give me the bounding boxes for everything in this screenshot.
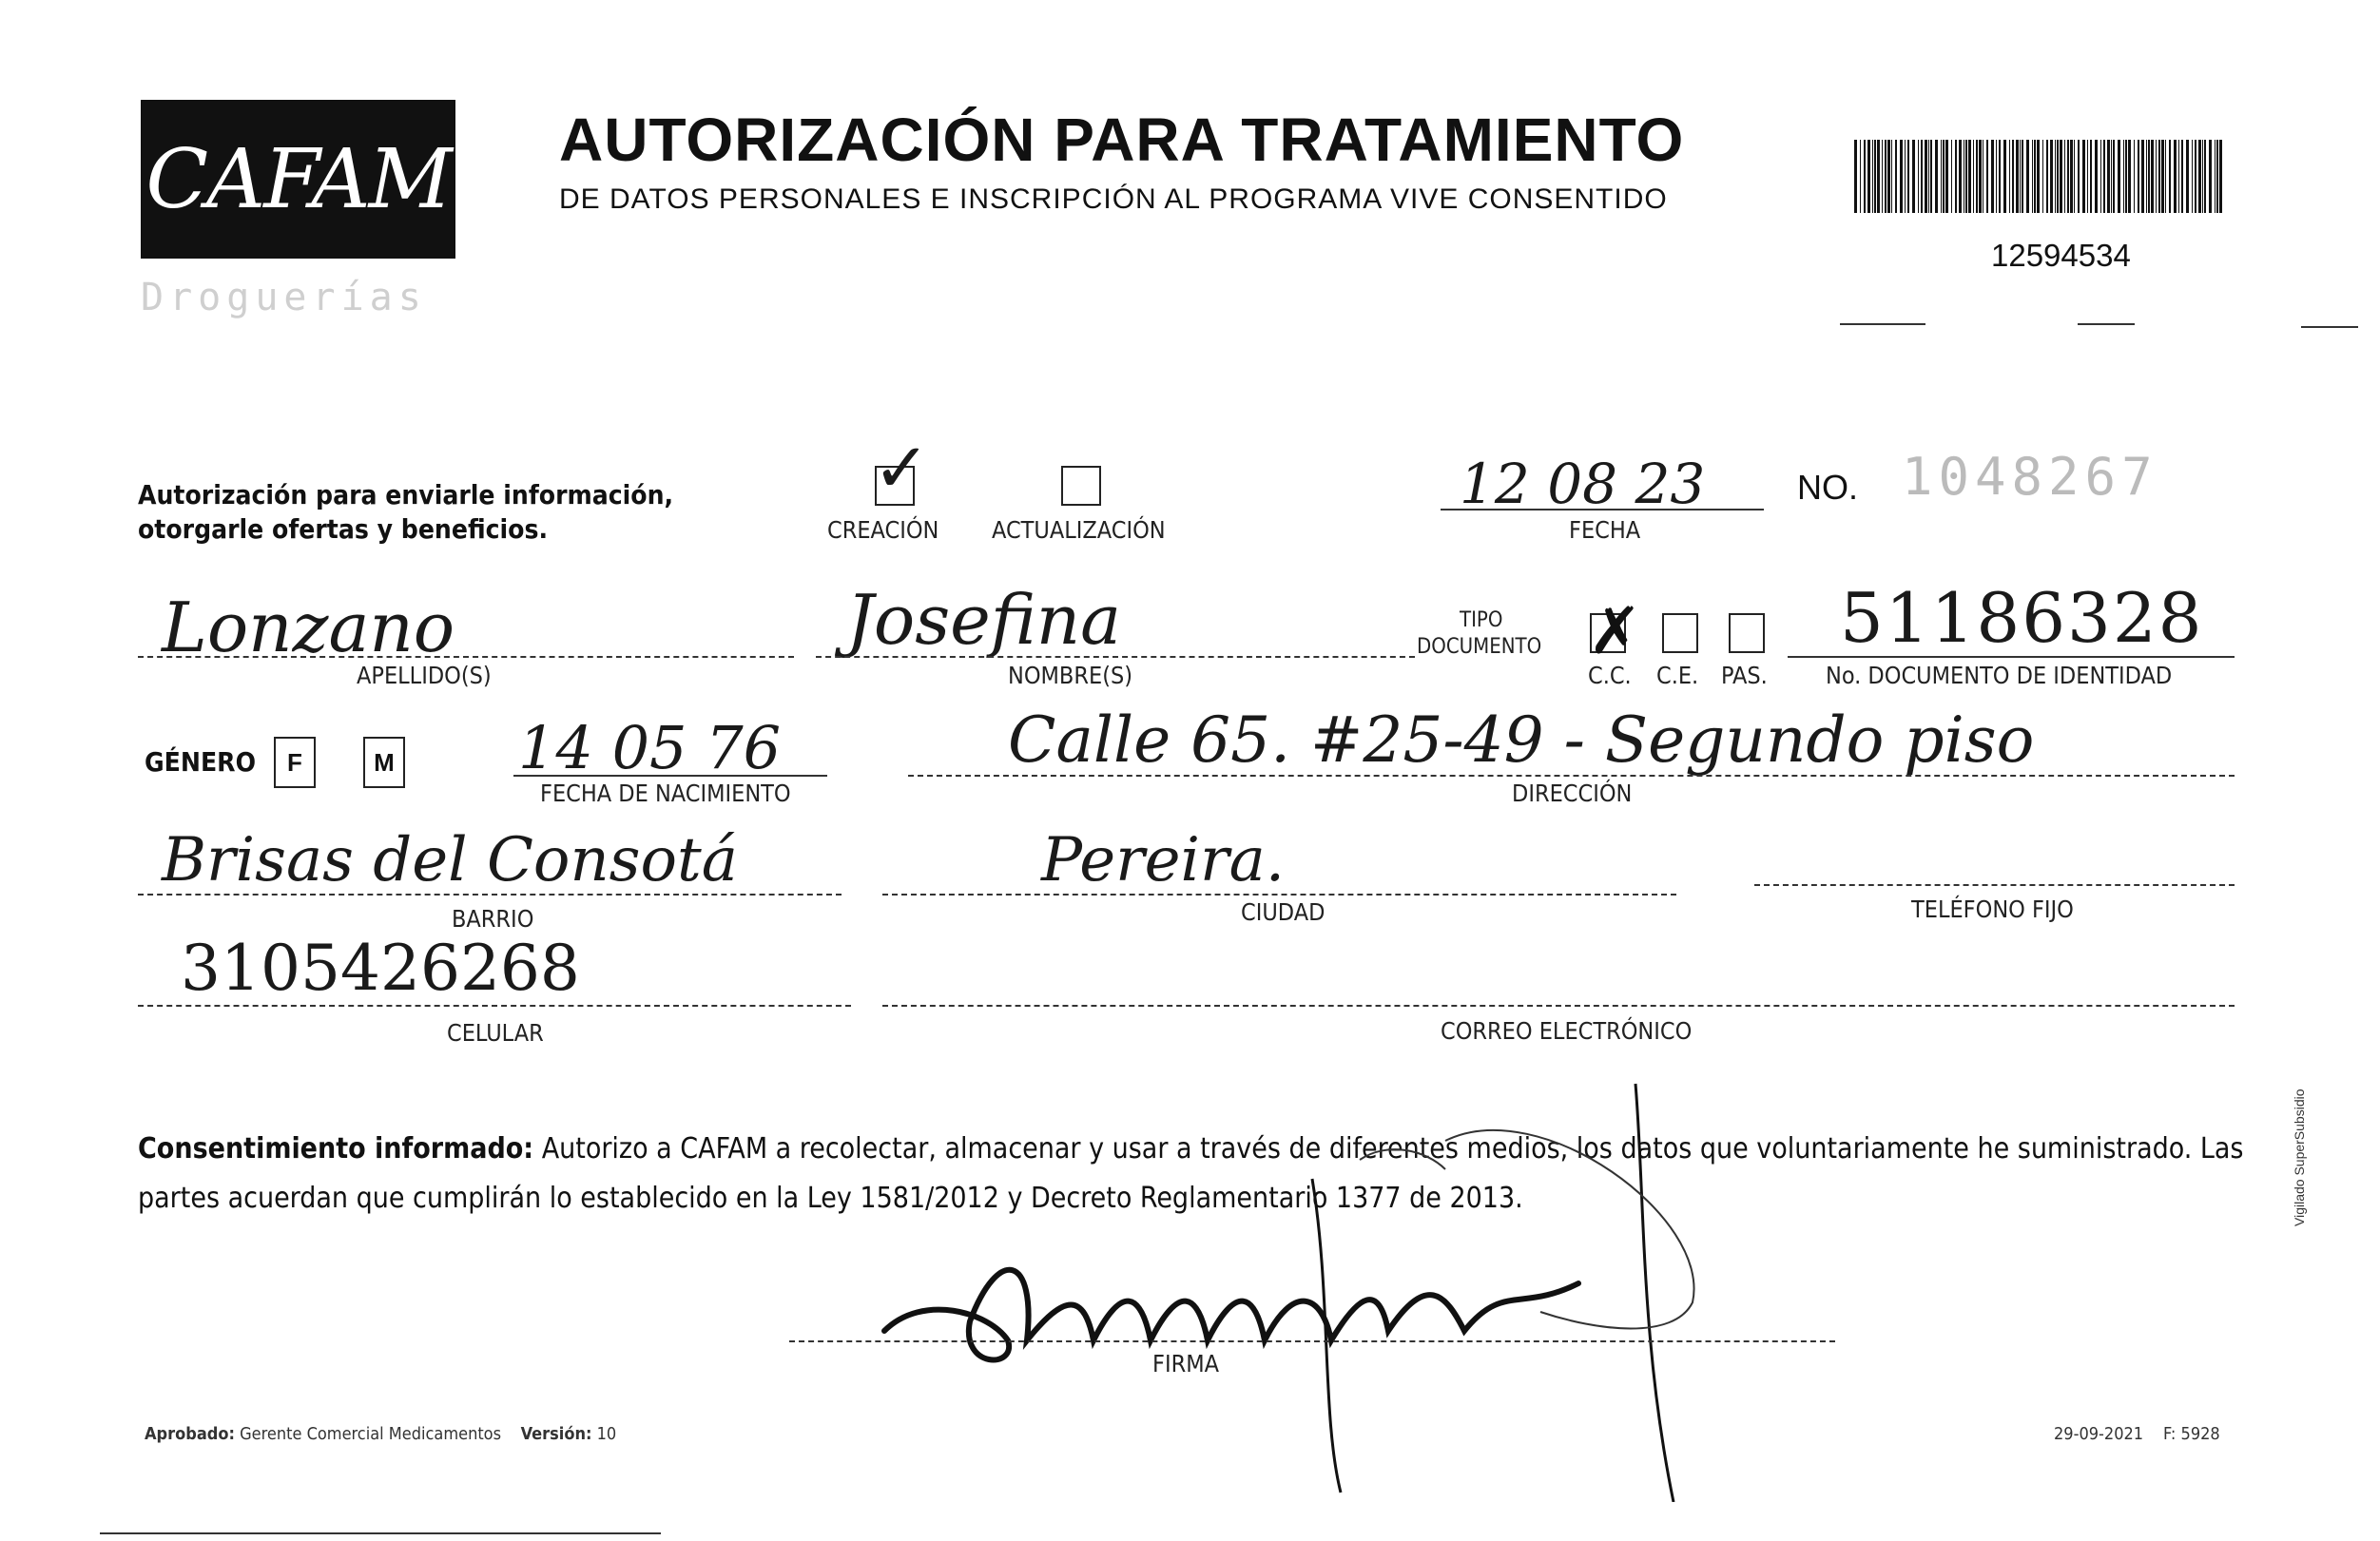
barcode-bar: [2078, 140, 2080, 213]
barcode-bar: [2037, 140, 2040, 213]
fecha-value[interactable]: 12 08 23: [1460, 452, 1706, 516]
barcode-bar: [1979, 140, 1982, 213]
tipo-doc-label-1: TIPO: [1460, 608, 1503, 632]
correo-label: CORREO ELECTRÓNICO: [1441, 1017, 1693, 1045]
barcode-bar: [2202, 140, 2203, 213]
barcode-bar: [1874, 140, 1876, 213]
consent-heading: Consentimiento informado:: [138, 1132, 534, 1165]
barcode-bar: [2181, 140, 2183, 213]
barcode-bar: [1860, 140, 1861, 213]
celular-label: CELULAR: [447, 1019, 544, 1047]
barcode-bar: [1900, 140, 1903, 213]
barcode-bar: [1999, 140, 2001, 213]
barcode-bar: [2070, 140, 2073, 213]
barcode-bar: [2107, 140, 2110, 213]
barcode-bar: [1925, 140, 1927, 213]
direccion-label: DIRECCIÓN: [1512, 780, 1633, 807]
barcode-number: 12594534: [1991, 238, 2131, 273]
barcode-bar: [2020, 140, 2021, 213]
barcode-bar: [2165, 140, 2166, 213]
barcode-bar: [2060, 140, 2062, 213]
footer-date: 29-09-2021: [2054, 1424, 2144, 1444]
barcode-bar: [2134, 140, 2135, 213]
barcode-bar: [2128, 140, 2131, 213]
barcode-bar: [2111, 140, 2112, 213]
barcode-bar: [2042, 140, 2043, 213]
barcode-bar: [2050, 140, 2053, 213]
tipo-doc-label-2: DOCUMENTO: [1417, 635, 1542, 659]
barcode-bar: [2087, 140, 2088, 213]
barcode-bar: [1867, 140, 1870, 213]
barcode-bar: [1976, 140, 1978, 213]
barcode-bar: [2141, 140, 2144, 213]
form-subtitle: DE DATOS PERSONALES E INSCRIPCIÓN AL PROGRAMA VIVE CONSENTIDO: [559, 183, 1668, 215]
barcode-bar: [2113, 140, 2115, 213]
barcode-bar: [2174, 140, 2177, 213]
barcode-bar: [2151, 140, 2154, 213]
barcode-bar: [2012, 140, 2014, 213]
barcode-bar: [1943, 140, 1945, 213]
barcode-bar: [1965, 140, 1967, 213]
logo-text: CAFAM: [145, 131, 451, 227]
barcode-bar: [2034, 140, 2036, 213]
barcode-bar: [1973, 140, 1974, 213]
barcode-bar: [2022, 140, 2023, 213]
barcode-bar: [1854, 140, 1857, 213]
fecha-label: FECHA: [1569, 516, 1641, 544]
creacion-check-mark: ✓: [873, 428, 931, 508]
barcode-bar: [1882, 140, 1883, 213]
firma-label: FIRMA: [1152, 1350, 1219, 1377]
apellido-label: APELLIDO(S): [357, 662, 492, 689]
footer-approval: Aprobado: Gerente Comercial Medicamentos Versión: 10: [145, 1424, 617, 1444]
barcode-bar: [2138, 140, 2139, 213]
barcode-bar: [2095, 140, 2098, 213]
nombre-value[interactable]: Josefina: [846, 580, 1122, 660]
barcode-bar: [2057, 140, 2059, 213]
barcode-bar: [2192, 140, 2193, 213]
barcode-bar: [2032, 140, 2033, 213]
barcode-bar: [1895, 140, 1897, 213]
barcode-bar: [1968, 140, 1971, 213]
barcode: [1854, 140, 2225, 213]
barcode-bar: [1996, 140, 1997, 213]
cc-label: C.C.: [1588, 662, 1632, 689]
barcode-bar: [2064, 140, 2065, 213]
barcode-bar: [1955, 140, 1957, 213]
cc-check-mark: ✗: [1588, 594, 1642, 669]
barcode-bar: [2169, 140, 2171, 213]
barcode-bar: [2009, 140, 2010, 213]
barcode-bar: [2178, 140, 2179, 213]
ciudad-label: CIUDAD: [1241, 898, 1325, 926]
barcode-bar: [2003, 140, 2006, 213]
barcode-bar: [2100, 140, 2101, 213]
barcode-bar: [2158, 140, 2160, 213]
actualizacion-checkbox[interactable]: [1061, 466, 1101, 506]
barcode-bar: [1912, 140, 1915, 213]
apellido-value[interactable]: Lonzano: [162, 588, 455, 667]
genero-f-box[interactable]: F: [274, 737, 316, 788]
direccion-value[interactable]: Calle 65. #25-49 - Segundo piso: [1008, 703, 2035, 777]
barcode-bar: [1918, 140, 1919, 213]
form-title: AUTORIZACIÓN PARA TRATAMIENTO: [559, 106, 1685, 174]
pas-checkbox[interactable]: [1729, 613, 1765, 653]
barcode-bar: [1872, 140, 1873, 213]
barcode-bar: [2123, 140, 2124, 213]
intro-text: Autorización para enviarle información, otorgarle ofertas y beneficios.: [138, 479, 674, 545]
barcode-bar: [1930, 140, 1932, 213]
barcode-bar: [2046, 140, 2048, 213]
barrio-value[interactable]: Brisas del Consotá: [162, 825, 738, 896]
barcode-bar: [2074, 140, 2075, 213]
barcode-bar: [1891, 140, 1892, 213]
barcode-bar: [1941, 140, 1942, 213]
barcode-bar: [1887, 140, 1890, 213]
barcode-bar: [2161, 140, 2164, 213]
actualizacion-label: ACTUALIZACIÓN: [992, 516, 1166, 544]
barcode-bar: [2125, 140, 2127, 213]
genero-m-box[interactable]: M: [363, 737, 405, 788]
barcode-bar: [2186, 140, 2189, 213]
no-label: NO.: [1797, 468, 1859, 507]
barcode-bar: [2204, 140, 2206, 213]
barcode-bar: [2118, 140, 2120, 213]
barcode-bar: [1885, 140, 1887, 213]
birth-date-label: FECHA DE NACIMIENTO: [540, 780, 791, 807]
barcode-bar: [1959, 140, 1962, 213]
barcode-bar: [2067, 140, 2069, 213]
barcode-bar: [2082, 140, 2085, 213]
ce-checkbox[interactable]: [1662, 613, 1698, 653]
logo-subtitle: Droguerías: [141, 276, 427, 319]
ce-label: C.E.: [1656, 662, 1699, 689]
barcode-bar: [1945, 140, 1948, 213]
barcode-bar: [1921, 140, 1923, 213]
barcode-bar: [2215, 140, 2216, 213]
barcode-bar: [2103, 140, 2105, 213]
barcode-bar: [1951, 140, 1952, 213]
barcode-bar: [2219, 140, 2222, 213]
barrio-label: BARRIO: [452, 905, 534, 933]
pas-label: PAS.: [1721, 662, 1768, 689]
barcode-bar: [1986, 140, 1988, 213]
barcode-bar: [1864, 140, 1866, 213]
ciudad-value[interactable]: Pereira.: [1041, 825, 1286, 896]
barcode-bar: [2055, 140, 2056, 213]
barcode-bar: [2195, 140, 2196, 213]
barcode-bar: [1877, 140, 1880, 213]
barcode-bar: [2016, 140, 2019, 213]
barcode-bar: [1935, 140, 1938, 213]
barcode-bar: [2026, 140, 2029, 213]
barcode-bar: [1928, 140, 1929, 213]
genero-label: GÉNERO: [145, 746, 256, 778]
telefono-label: TELÉFONO FIJO: [1911, 896, 2074, 923]
cafam-logo: [141, 100, 455, 259]
barcode-bar: [2156, 140, 2157, 213]
barcode-bar: [2198, 140, 2201, 213]
serial-number: 1048267: [1902, 447, 2158, 507]
doc-number-label: No. DOCUMENTO DE IDENTIDAD: [1826, 662, 2173, 689]
barcode-bar: [2148, 140, 2150, 213]
barcode-bar: [1905, 140, 1906, 213]
barcode-bar: [2216, 140, 2218, 213]
creacion-label: CREACIÓN: [827, 516, 939, 544]
barcode-bar: [2146, 140, 2147, 213]
footer-code: F: 5928: [2163, 1424, 2220, 1444]
barcode-bar: [2209, 140, 2212, 213]
celular-value[interactable]: 3105426268: [181, 932, 580, 1005]
barcode-bar: [1991, 140, 1994, 213]
signature: [856, 1055, 1769, 1502]
consent-text: Autorizo a CAFAM a recolectar, almacenar y usar a través de diferentes medios, los datos que voluntariamente he suministrado. Las partes acuerdan que cumplirán lo establecido en la Ley 1581/2012 y Decreto Reglamentario 1377 de 2013.: [138, 1132, 2244, 1215]
birth-date-value[interactable]: 14 05 76: [518, 713, 782, 782]
doc-number-value[interactable]: 51186328: [1840, 578, 2204, 658]
supervision-stamp: Vigilado SuperSubsidio: [2292, 1088, 2307, 1226]
barcode-bar: [1907, 140, 1909, 213]
barcode-bar: [2090, 140, 2092, 213]
nombre-label: NOMBRE(S): [1008, 662, 1133, 689]
